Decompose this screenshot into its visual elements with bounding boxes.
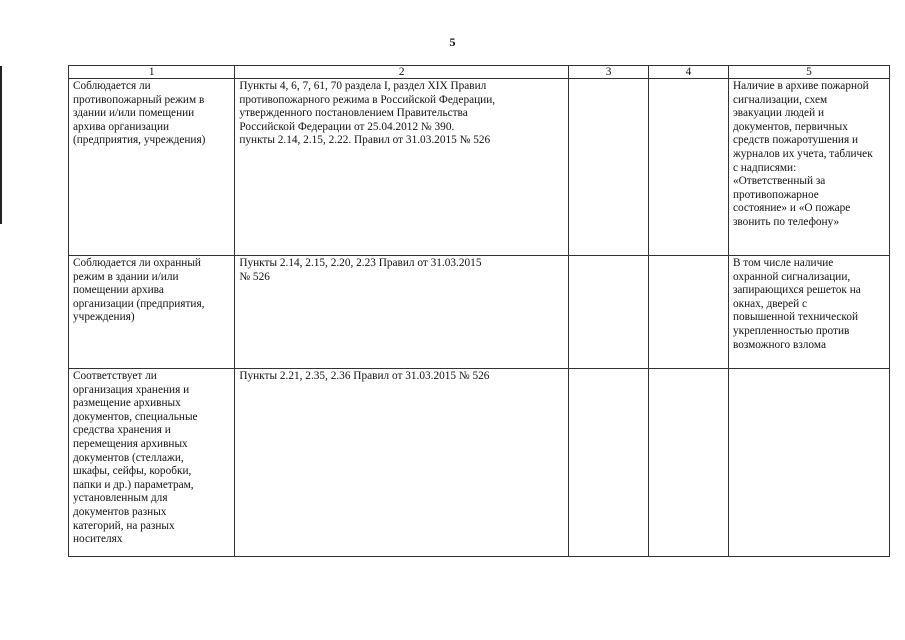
note-cell: В том числе наличие охранной сигнализации, запирающихся решеток на окнах, дверей с повышенной технической укрепленностью против возможного взлома xyxy=(728,256,889,369)
column-3-cell xyxy=(569,256,649,369)
column-4-cell xyxy=(649,79,729,256)
column-header-5: 5 xyxy=(728,66,889,79)
header-row xyxy=(69,66,890,79)
column-header-3: 3 xyxy=(569,66,649,79)
note-cell: Наличие в архиве пожарной сигнализации, схем эвакуации людей и документов, первичных средств пожаротушения и журналов их учета, табличек с надписями: «Ответственный за противопожарное состояние» и «О пожаре звонить по телефону» xyxy=(728,79,889,256)
question-cell: Соответствует ли организация хранения и размещение архивных документов, специальные средства хранения и перемещения архивных документов (стеллажи, шкафы, сейфы, коробки, папки и др.) параметрам, установленным для документов разных категорий, на разных носителях xyxy=(69,369,235,557)
basis-cell: Пункты 2.21, 2.35, 2.36 Правил от 31.03.2015 № 526 xyxy=(235,369,569,557)
column-header-4: 4 xyxy=(649,66,729,79)
column-header-1: 1 xyxy=(69,66,235,79)
question-cell: Соблюдается ли противопожарный режим в здании и/или помещении архива организации (предприятия, учреждения) xyxy=(69,79,235,256)
basis-cell: Пункты 2.14, 2.15, 2.20, 2.23 Правил от 31.03.2015 № 526 xyxy=(235,256,569,369)
checklist-table xyxy=(68,65,890,557)
column-3-cell xyxy=(569,79,649,256)
table-row-storage xyxy=(69,369,890,557)
column-4-cell xyxy=(649,256,729,369)
question-cell: Соблюдается ли охранный режим в здании и/или помещении архива организации (предприятия, учреждения) xyxy=(69,256,235,369)
margin-mark xyxy=(0,66,2,224)
table-row-fire-safety xyxy=(69,79,890,256)
basis-cell: Пункты 4, 6, 7, 61, 70 раздела I, раздел XIX Правил противопожарного режима в Российской Федерации, утвержденного постановлением Правительства Российской Федерации от 25.04.2012 № 390. пункты 2.14, 2.15, 2.22. Правил от 31.03.2015 № 526 xyxy=(235,79,569,256)
page-number: 5 xyxy=(449,35,456,49)
column-header-2: 2 xyxy=(235,66,569,79)
column-4-cell xyxy=(649,369,729,557)
note-cell xyxy=(728,369,889,557)
column-3-cell xyxy=(569,369,649,557)
table-row-security xyxy=(69,256,890,369)
